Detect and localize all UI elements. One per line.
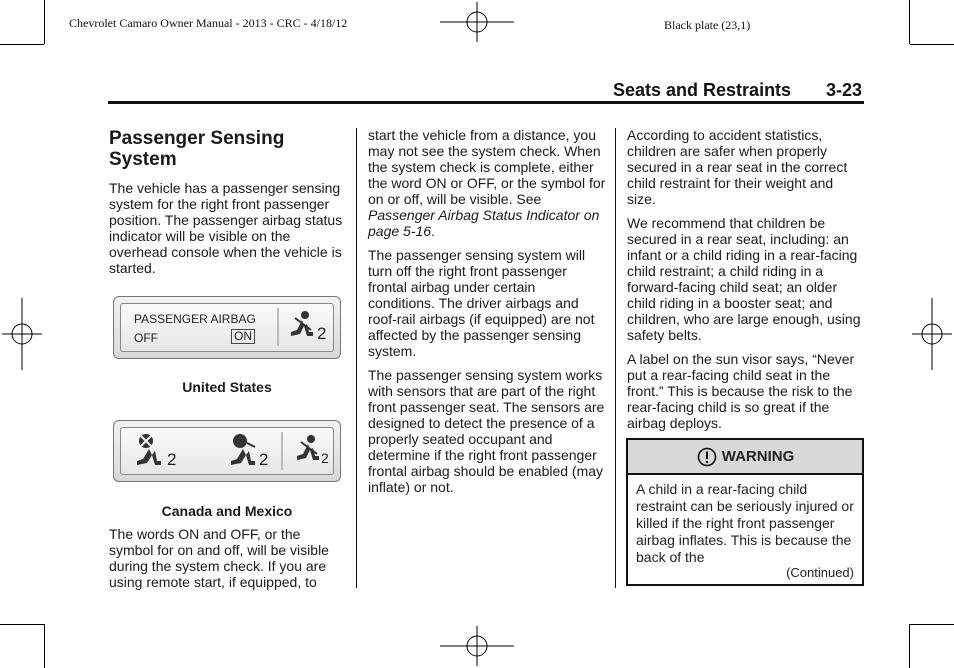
column-1-bottom (109, 526, 345, 598)
indicator-face (120, 427, 334, 475)
paragraph: The passenger sensing system works with sensors that are part of the right front passenger seat. The sensors are designed to detect the presence of a properly seated occupant and determine if the right front passenger frontal airbag should be enabled (may inflate) or not. (368, 367, 605, 495)
paragraph: The vehicle has a passenger sensing system for the right front passenger position. The passenger airbag status indicator will be visible on the overhead console when the vehicle is started. (109, 180, 343, 276)
airbag-off-icon (135, 433, 169, 467)
crop-mark (44, 624, 45, 668)
warning-header (628, 440, 862, 475)
paragraph: We recommend that children be secured in a rear seat, including: an infant or a child riding in a rear-facing child restraint; a child riding in a forward-facing child seat; an older child riding in a booster seat; and children, who are large enough, using safety belts. (627, 215, 861, 343)
canada-airbag-indicator (113, 420, 341, 482)
off-label: OFF (134, 331, 158, 345)
on-label: ON (231, 329, 255, 344)
indicator-divider (277, 308, 279, 346)
paragraph: The passenger sensing system will turn off the right front passenger frontal airbag under certain conditions. The driver airbags and roof-rail airbags (if equipped) are not affected by the passenger sensing system. (368, 247, 595, 359)
section-heading: Passenger Sensing System (109, 128, 285, 170)
seated-passenger-icon (293, 434, 323, 468)
seat-number: 2 (321, 450, 329, 466)
seat-number: 2 (259, 450, 269, 469)
registration-mark-right (912, 298, 952, 370)
registration-mark-left (2, 298, 42, 370)
document-title: Chevrolet Camaro Owner Manual - 2013 - CRC - 4/18/12 (69, 16, 348, 30)
header-rule (108, 101, 864, 104)
paragraph: According to accident statistics, children are safer when properly secured in a rear seat in the correct child restraint for their weight and size. (627, 127, 848, 207)
crop-mark (44, 0, 45, 44)
crop-mark (910, 44, 954, 45)
paragraph (368, 127, 606, 239)
column-1 (109, 128, 345, 284)
figure-caption-canada: Canada and Mexico (161, 503, 293, 519)
crop-mark (910, 624, 954, 625)
us-airbag-indicator (113, 296, 341, 359)
registration-mark-bottom (440, 626, 514, 666)
column-3 (627, 127, 865, 439)
warning-icon (696, 447, 718, 467)
seat-number: 2 (167, 450, 177, 469)
page-number: 3-23 (826, 80, 863, 100)
seat-number: 2 (317, 324, 327, 343)
paragraph-text: . (431, 223, 435, 239)
warning-title: WARNING (721, 448, 795, 465)
crop-mark (0, 44, 44, 45)
column-divider (356, 128, 357, 588)
plate-label: Black plate (23,1) (664, 18, 751, 32)
airbag-on-icon (229, 433, 263, 467)
warning-box (626, 438, 864, 586)
indicator-face (120, 303, 334, 352)
paragraph: The words ON and OFF, or the symbol for on and off, will be visible during the system check. If you are using remote start, if equipped, to (109, 526, 329, 590)
column-divider (615, 128, 616, 588)
cross-reference: Passenger Airbag Status Indicator on page 5-16 (368, 207, 600, 239)
registration-mark-top (440, 2, 514, 42)
paragraph: A label on the sun visor says, “Never put a rear-facing child seat in the front.” This is because the risk to the rear-facing child is so great if the airbag deploys. (627, 351, 855, 431)
seated-passenger-icon (287, 310, 317, 344)
indicator-divider (281, 432, 283, 470)
paragraph-text: start the vehicle from a distance, you may not see the system check. When the system check is complete, either the word ON or OFF, or the symbol for on or off, will be visible. See (368, 127, 606, 207)
section-title: Seats and Restraints (613, 80, 792, 100)
crop-mark (909, 0, 910, 44)
warning-body: A child in a rear-facing child restraint can be seriously injured or killed if the right front passenger airbag inflates. This is because the back of the (636, 481, 854, 565)
continued-label: (Continued) (786, 565, 854, 580)
crop-mark (909, 624, 910, 668)
crop-mark (0, 624, 44, 625)
passenger-airbag-label: PASSENGER AIRBAG (134, 312, 256, 326)
figure-caption-us: United States (182, 379, 272, 395)
column-2 (368, 127, 606, 503)
